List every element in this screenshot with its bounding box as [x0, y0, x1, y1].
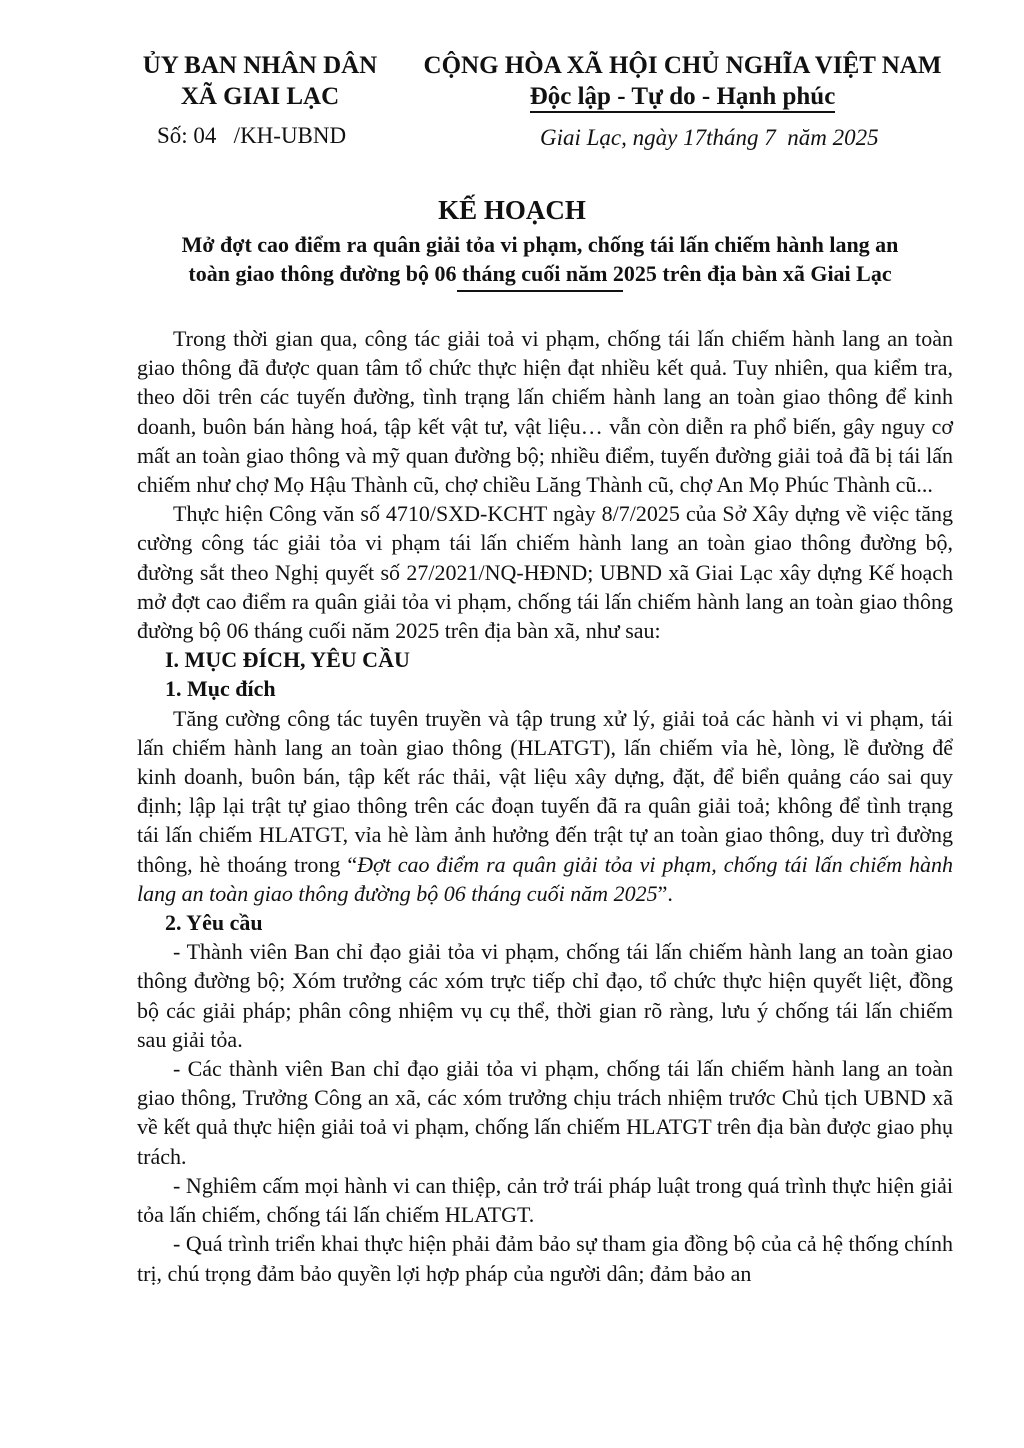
requirement-item-2: - Các thành viên Ban chỉ đạo giải tỏa vi phạm, chống tái lấn chiếm hành lang an toàn giao thông, Trưởng Công an xã, các xóm trưởng chịu trách nhiệm trước Chủ tịch UBND xã về kết quả thực hiện giải toả vi phạm, chống lấn chiếm HLATGT trên địa bàn được giao phụ trách. — [137, 1056, 953, 1169]
document-body — [137, 324, 953, 1288]
authority-line-2: XÃ GIAI LẠC — [180, 83, 340, 110]
purpose-campaign-name: Đợt cao điểm ra quân giải tỏa vi phạm, chống tái lấn chiếm hành lang an toàn giao thông đường bộ 06 tháng cuối năm 2025 — [137, 851, 953, 906]
document-type-title: KẾ HOẠCH — [438, 195, 586, 225]
requirement-item-3: - Nghiêm cấm mọi hành vi can thiệp, cản trở trái pháp luật trong quá trình thực hiện giải tỏa lấn chiếm, chống tái lấn chiếm HLATGT. — [137, 1172, 953, 1228]
section-heading-purpose-requirements: I. MỤC ĐÍCH, YÊU CẦU — [165, 647, 410, 673]
requirement-item-4: - Quá trình triển khai thực hiện phải đảm bảo sự tham gia đồng bộ của cả hệ thống chính trị, chú trọng đảm bảo quyền lợi hợp pháp của người dân; đảm bảo an — [137, 1231, 953, 1286]
title-underline — [457, 290, 623, 292]
national-header — [405, 50, 960, 113]
authority-line-1: ỦY BAN NHÂN DÂN — [142, 52, 378, 79]
intro-paragraph-1: Trong thời gian qua, công tác giải toả vi phạm, chống tái lấn chiếm hành lang an toàn giao thông đã được quan tâm tổ chức thực hiện đạt nhiều kết quả. Tuy nhiên, qua kiểm tra, theo dõi trên các tuyến đường, tình trạng lấn chiếm hành lang an toàn giao thông để kinh doanh, buôn bán hàng hoá, tập kết vật tư, vật liệu… vẫn còn diễn ra phổ biến, gây nguy cơ mất an toàn giao thông và mỹ quan đường bộ; nhiều điểm, tuyến đường giải toả đã bị tái lấn chiếm như chợ Mọ Hậu Thành cũ, chợ chiều Lăng Thành cũ, chợ An Mọ Phúc Thành cũ... — [137, 326, 953, 498]
purpose-paragraph — [137, 704, 953, 908]
requirement-item-1: - Thành viên Ban chỉ đạo giải tỏa vi phạm, chống tái lấn chiếm hành lang an toàn giao thông đường bộ; Xóm trưởng các xóm trực tiếp chỉ đạo, tổ chức thực hiện quyết liệt, đồng bộ các giải pháp; phân công nhiệm vụ cụ thể, thời gian rõ ràng, lưu ý chống tái lấn chiếm sau giải tỏa. — [137, 939, 953, 1052]
subtitle-line-2: toàn giao thông đường bộ 06 tháng cuối năm 2025 trên địa bàn xã Giai Lạc — [188, 261, 892, 286]
document-subtitle — [130, 230, 950, 288]
document-date: Giai Lạc, ngày 17tháng 7 năm 2025 — [540, 125, 879, 150]
issuing-authority — [110, 50, 410, 112]
intro-paragraph-2: Thực hiện Công văn số 4710/SXD-KCHT ngày 8/7/2025 của Sở Xây dựng về việc tăng cường công tác giải tỏa vi phạm tái lấn chiếm hành lang an toàn giao thông đường bộ, đường sắt theo Nghị quyết số 27/2021/NQ-HĐND; UBND xã Giai Lạc xây dựng Kế hoạch mở đợt cao điểm ra quân giải tỏa vi phạm, chống tái lấn chiếm hành lang an toàn giao thông đường bộ 06 tháng cuối năm 2025 trên địa bàn xã, như sau: — [137, 501, 953, 644]
subsection-heading-purpose: 1. Mục đích — [165, 676, 276, 702]
document-number: Số: 04 /KH-UBND — [157, 123, 347, 148]
national-motto: Độc lập - Tự do - Hạnh phúc — [530, 83, 836, 113]
purpose-end: ”. — [657, 880, 673, 906]
purpose-text: Tăng cường công tác tuyên truyền và tập trung xử lý, giải toả các hành vi vi phạm, tái lấn chiếm hành lang an toàn giao thông (HLATGT), lấn chiếm vỉa hè, lòng, lề đường để kinh doanh, buôn bán, tập kết rác thải, vật liệu xây dựng, đặt, để biển quảng cáo sai quy định; lập lại trật tự giao thông trên các đoạn tuyến đã ra quân giải toả; không để tình trạng tái lấn chiếm HLATGT, vỉa hè làm ảnh hưởng đến trật tự an toàn giao thông, duy trì đường thông, hè thoáng trong “ — [137, 705, 953, 877]
subsection-heading-requirements: 2. Yêu cầu — [165, 910, 263, 936]
subtitle-line-1: Mở đợt cao điểm ra quân giải tỏa vi phạm, chống tái lấn chiếm hành lang an — [181, 232, 899, 257]
country-name: CỘNG HÒA XÃ HỘI CHỦ NGHĨA VIỆT NAM — [423, 52, 942, 79]
